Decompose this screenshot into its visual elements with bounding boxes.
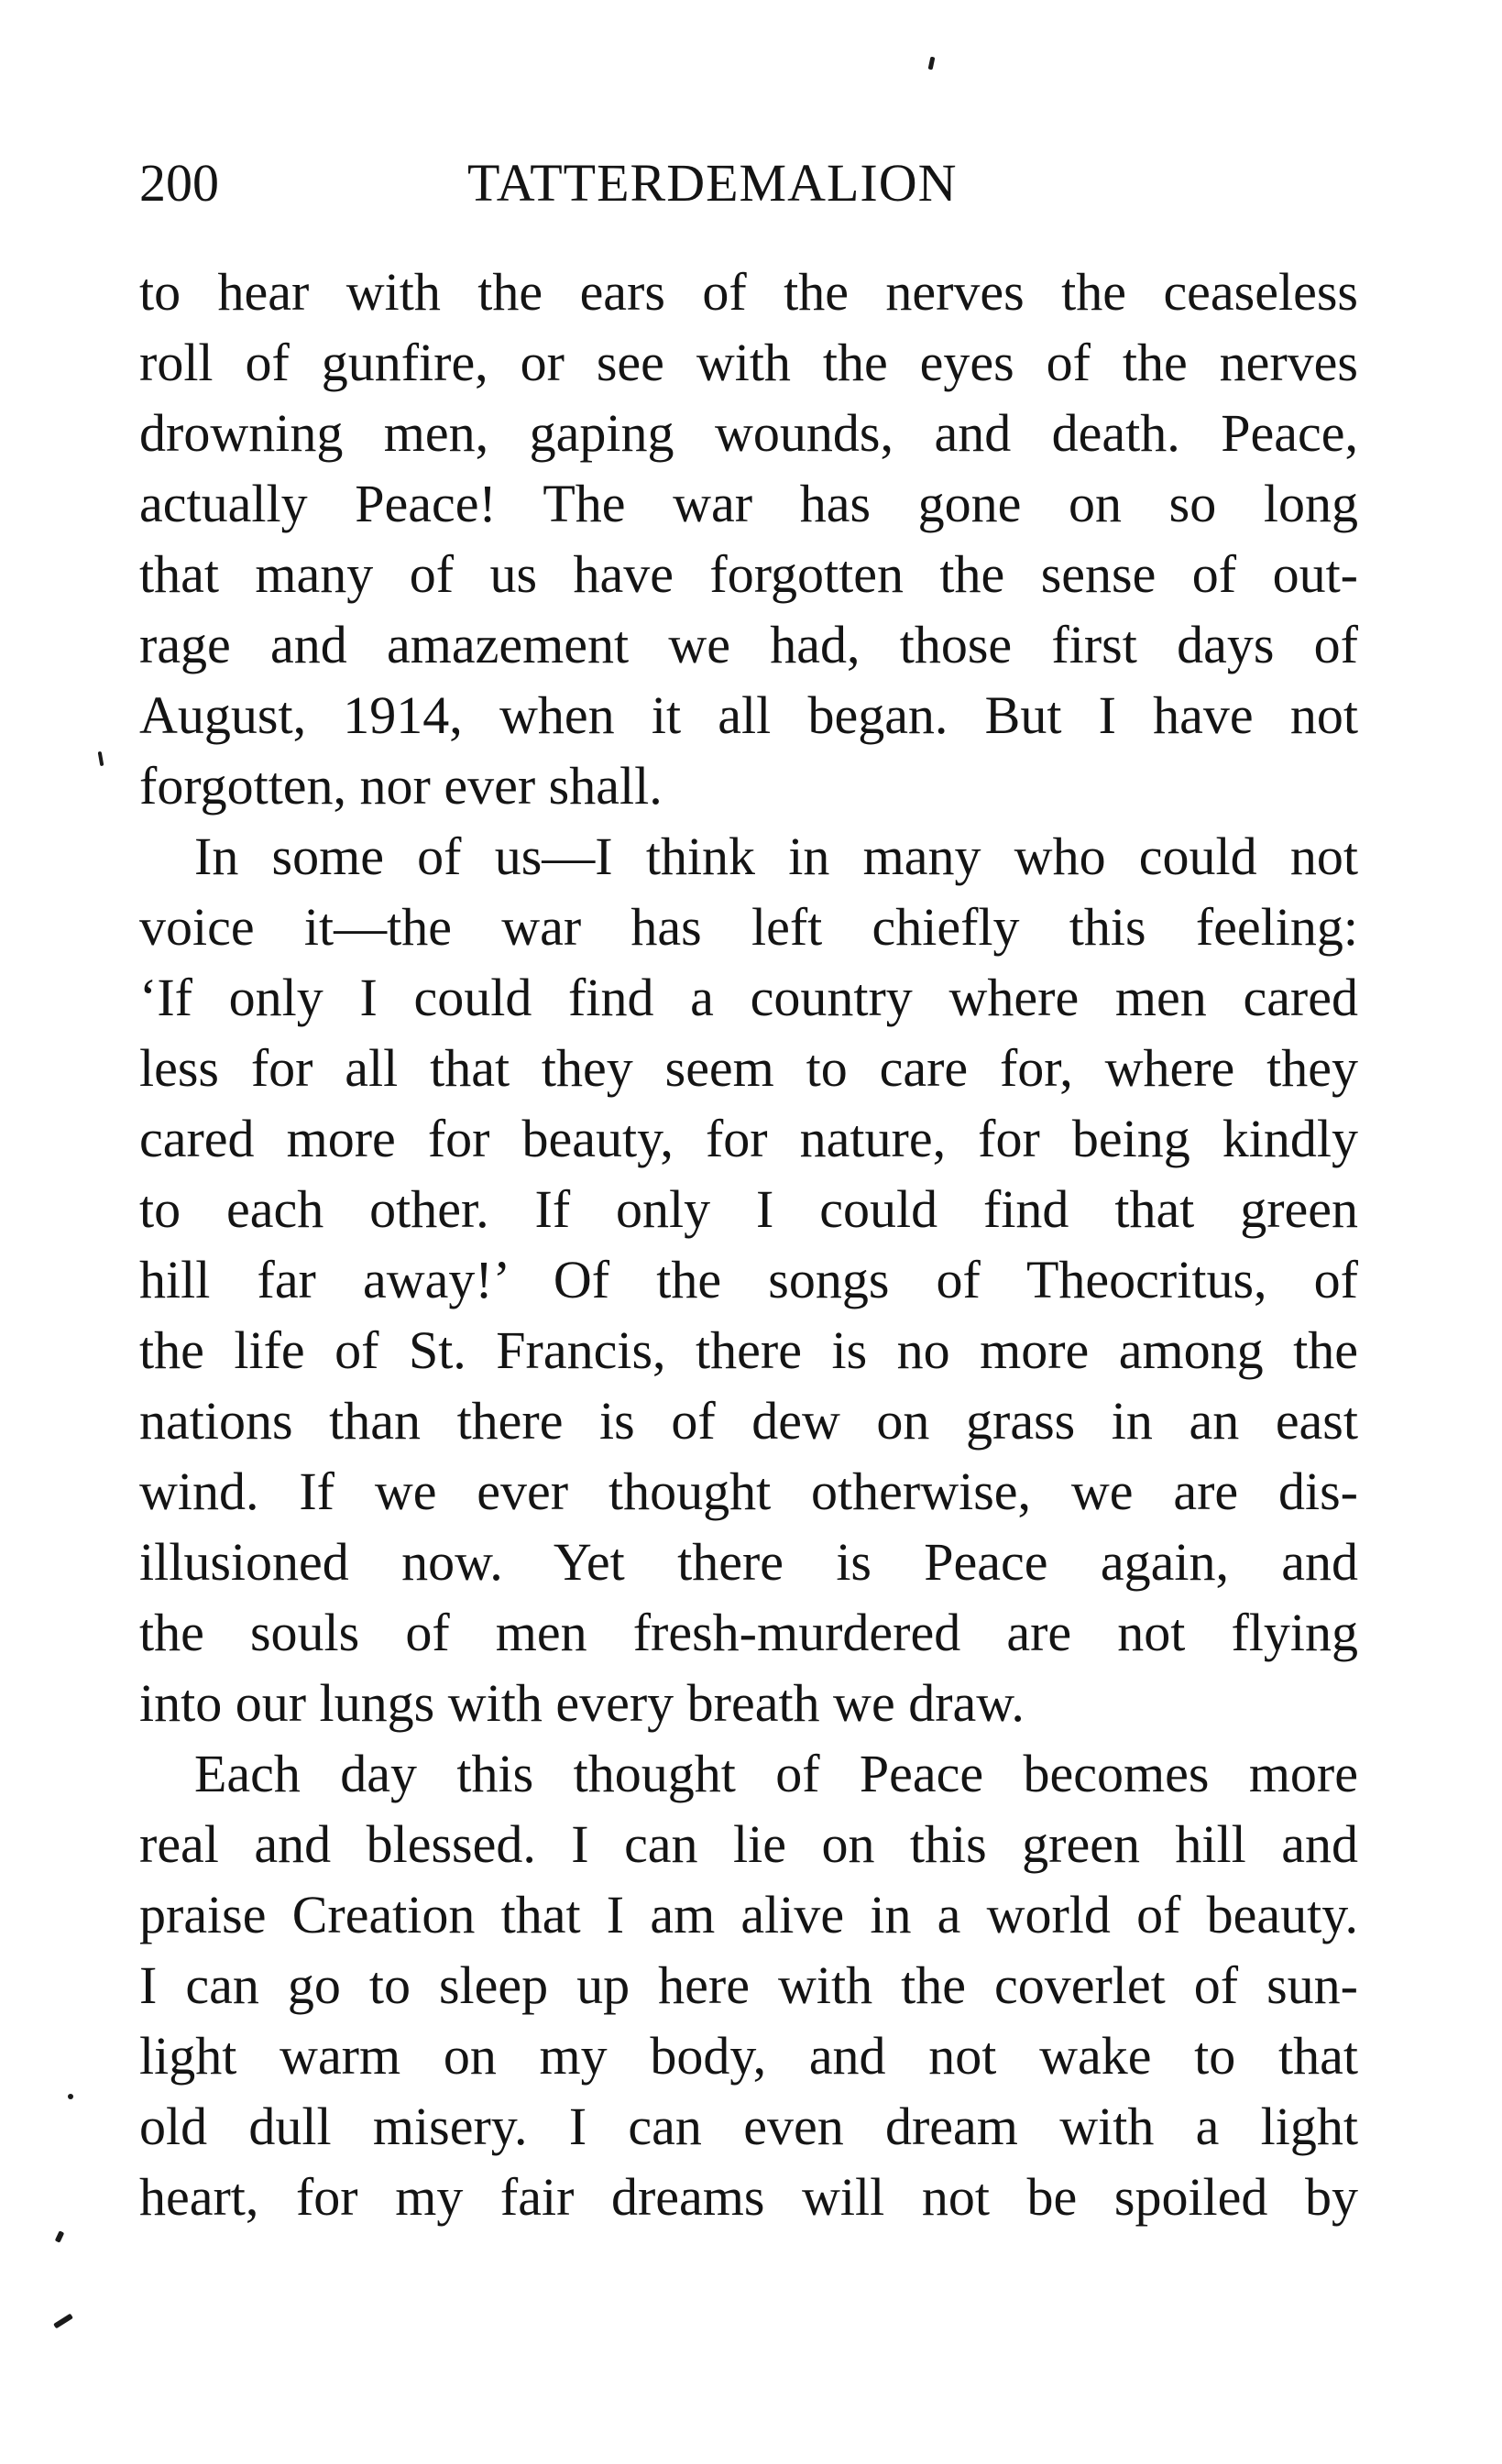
text-line: roll of gunfire, or see with the eyes of the nerves <box>139 333 1358 392</box>
page-header <box>139 147 1358 220</box>
running-title: TATTERDEMALION <box>467 153 958 213</box>
scan-speck-left-upper <box>98 751 104 766</box>
scan-speck-left-lower <box>55 2230 65 2242</box>
text-line: illusioned now. Yet there is Peace again, and <box>139 1532 1358 1592</box>
text-line: wind. If we ever thought otherwise, we are dis- <box>139 1462 1358 1521</box>
text-line: I can go to sleep up here with the coverlet of sun- <box>139 1955 1358 2015</box>
text-line: In some of us—I think in many who could not <box>194 827 1358 886</box>
body-text <box>139 257 1358 2232</box>
text-line: that many of us have forgotten the sense of out- <box>139 544 1358 604</box>
text-line: the souls of men fresh-murdered are not flying <box>139 1603 1358 1662</box>
text-line: forgotten, nor ever shall. <box>139 756 663 816</box>
text-line: Each day this thought of Peace becomes more <box>194 1744 1358 1803</box>
text-line: heart, for my fair dreams will not be spoiled by <box>139 2167 1358 2227</box>
text-line: into our lungs with every breath we draw. <box>139 1673 1025 1733</box>
text-line: the life of St. Francis, there is no more among the <box>139 1320 1358 1380</box>
text-line: drowning men, gaping wounds, and death. Peace, <box>139 403 1358 463</box>
text-line: to hear with the ears of the nerves the ceaseless <box>139 262 1358 322</box>
text-line: voice it—the war has left chiefly this feeling: <box>139 897 1358 957</box>
scan-speck-bottom <box>53 2314 73 2329</box>
paragraph-3 <box>139 1738 1358 2232</box>
paragraph-1 <box>139 257 1358 821</box>
text-line: cared more for beauty, for nature, for being kindly <box>139 1109 1358 1168</box>
text-line: rage and amazement we had, those first days of <box>139 615 1358 674</box>
text-line: light warm on my body, and not wake to that <box>139 2026 1358 2086</box>
text-line: old dull misery. I can even dream with a light <box>139 2097 1358 2156</box>
paragraph-2 <box>139 821 1358 1738</box>
text-line: August, 1914, when it all began. But I have not <box>139 685 1358 745</box>
text-line: real and blessed. I can lie on this green hill and <box>139 1814 1358 1874</box>
text-line: hill far away!’ Of the songs of Theocritus, of <box>139 1250 1358 1309</box>
scan-speck-top <box>928 57 936 71</box>
text-line: less for all that they seem to care for, where they <box>139 1038 1358 1098</box>
text-line: actually Peace! The war has gone on so long <box>139 474 1358 533</box>
text-line: praise Creation that I am alive in a world of beauty. <box>139 1885 1358 1944</box>
scan-speck-left-middle <box>68 2094 73 2099</box>
page-number: 200 <box>139 153 219 213</box>
text-line: ‘If only I could find a country where men cared <box>139 968 1358 1027</box>
text-line: nations than there is of dew on grass in an east <box>139 1391 1358 1451</box>
text-line: to each other. If only I could find that green <box>139 1179 1358 1239</box>
